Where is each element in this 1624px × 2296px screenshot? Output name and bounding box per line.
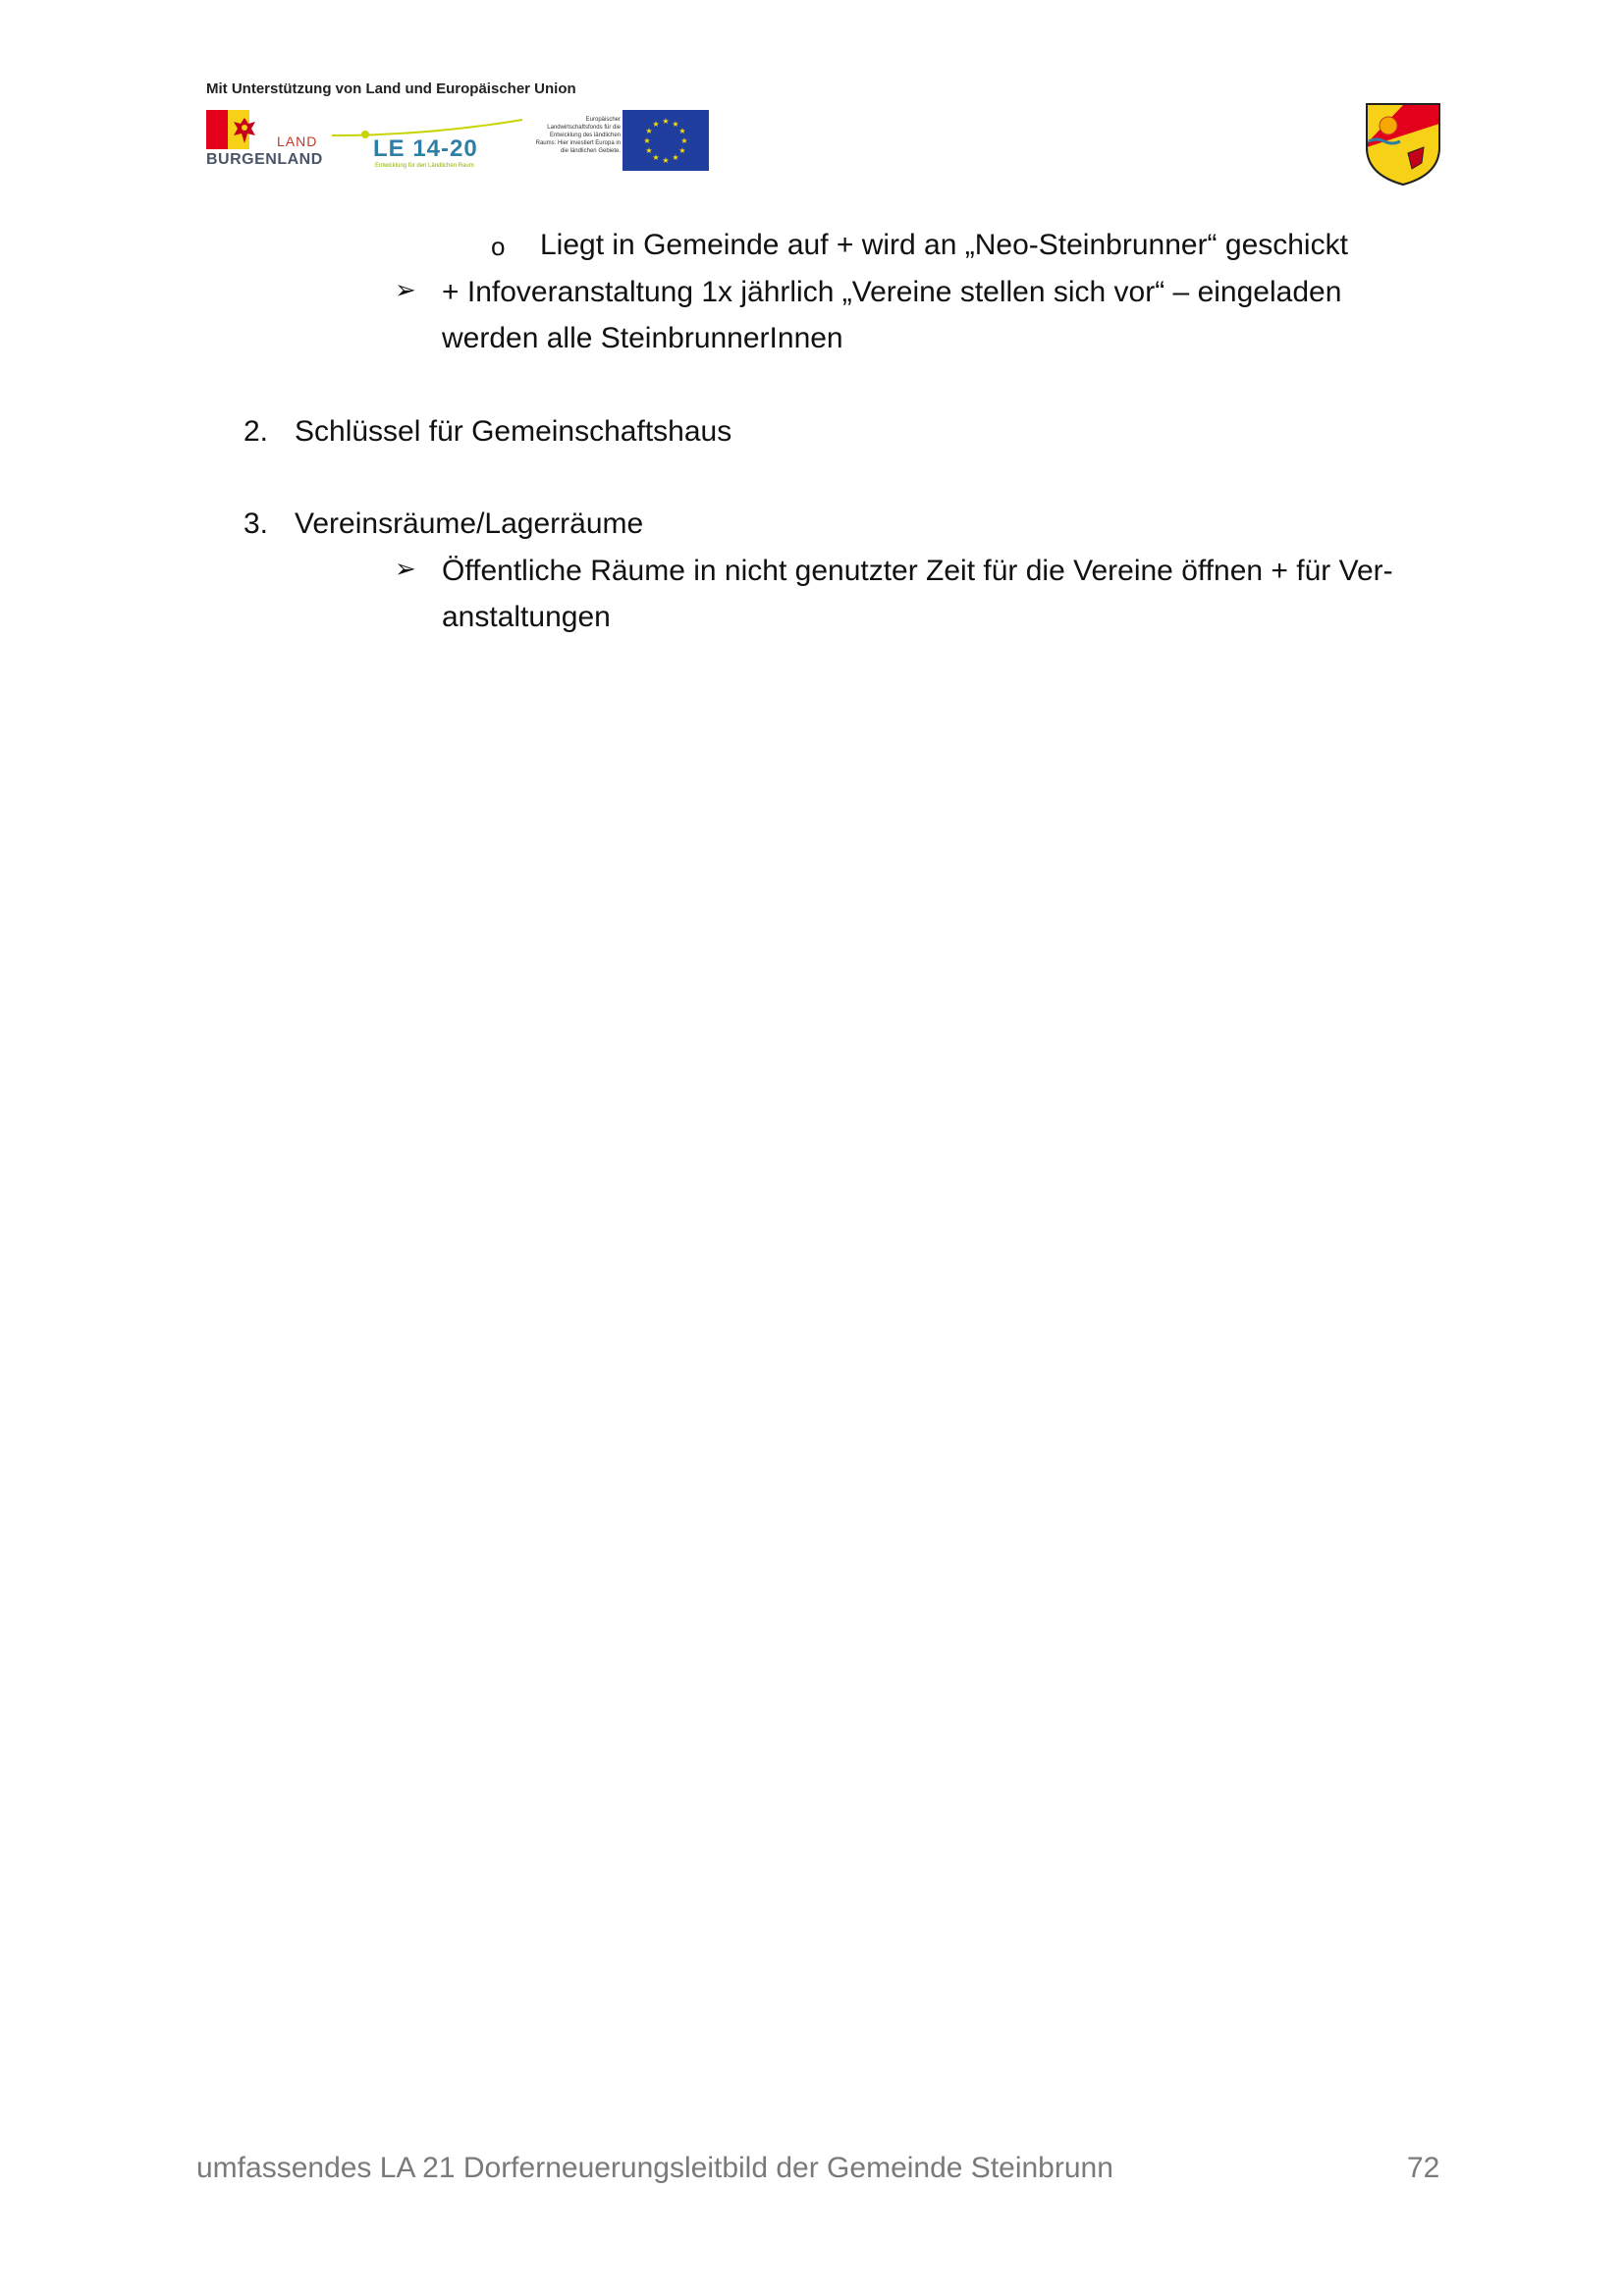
svg-text:★: ★ [645, 127, 653, 135]
logo-word-burgenland: BURGENLAND [206, 151, 323, 168]
svg-text:★: ★ [652, 120, 660, 129]
arrow-bullet-icon: ➢ [395, 275, 416, 304]
eu-flag [623, 110, 709, 171]
svg-text:★: ★ [645, 146, 653, 155]
svg-text:★: ★ [678, 146, 686, 155]
arrow-bullet-text-line2: werden alle SteinbrunnerInnen [442, 322, 843, 354]
page-number: 72 [1407, 2152, 1440, 2184]
flag-red-stripe [206, 110, 228, 149]
eu-stars-icon [623, 110, 709, 171]
list-number-2: 2. [244, 415, 269, 448]
svg-text:★: ★ [672, 153, 679, 162]
list-item-2: Schlüssel für Gemeinschaftshaus [295, 415, 732, 448]
svg-text:★: ★ [652, 153, 660, 162]
arrow-bullet-2-text-line2: anstaltungen [442, 601, 611, 633]
svg-text:★: ★ [678, 127, 686, 135]
svg-text:★: ★ [662, 117, 670, 126]
svg-text:★: ★ [672, 120, 679, 129]
land-burgenland-logo [206, 110, 322, 173]
arrow-bullet-2-text-line1: Öffentliche Räume in nicht genutzter Zeit für die Vereine öffnen + für Ver- [442, 555, 1393, 587]
sub-bullet-marker: o [491, 232, 506, 261]
list-number-3: 3. [244, 507, 269, 540]
sub-bullet-text: Liegt in Gemeinde auf + wird an „Neo-Steinbrunner“ geschickt [540, 229, 1348, 261]
arrow-bullet-text-line1: + Infoveranstaltung 1x jährlich „Vereine stellen sich vor“ – eingeladen [442, 276, 1342, 308]
svg-text:★: ★ [643, 136, 651, 145]
steinbrunn-crest-icon [1365, 102, 1441, 187]
arrow-bullet-icon: ➢ [395, 554, 416, 583]
eagle-icon [232, 116, 257, 145]
support-text: Mit Unterstützung von Land und Europäischer Union [206, 80, 576, 97]
list-item-3: Vereinsräume/Lagerräume [295, 507, 644, 540]
le-logo-subtitle: Entwicklung für den Ländlichen Raum [375, 163, 474, 169]
le-logo-text: LE 14-20 [373, 135, 478, 162]
eu-fund-text: Europäischer Landwirtschaftsfonds für die Entwicklung des ländlichen Raums: Hier investiert Europa in die ländlichen Gebiete. [535, 117, 621, 154]
footer-title: umfassendes LA 21 Dorferneuerungsleitbild der Gemeinde Steinbrunn [196, 2152, 1113, 2184]
svg-text:★: ★ [662, 156, 670, 165]
le-14-20-logo [330, 114, 526, 177]
logo-word-land: LAND [277, 133, 318, 149]
svg-text:★: ★ [680, 136, 688, 145]
